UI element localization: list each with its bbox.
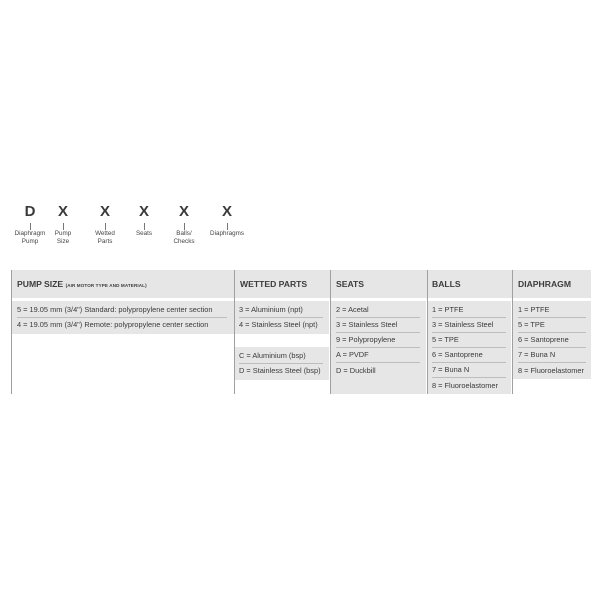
- code-tick: [63, 223, 64, 230]
- seats-option: 9 = Polypropylene: [336, 335, 420, 348]
- header-pump-size-note: (AIR MOTOR TYPE AND MATERIAL): [65, 283, 147, 288]
- code-letter-type: D: [24, 203, 36, 220]
- balls-option: 8 = Fluoroelastomer: [432, 381, 498, 390]
- header-seats: SEATS: [336, 279, 365, 289]
- seats-option: D = Duckbill: [336, 366, 376, 375]
- seats-option: 2 = Acetal: [336, 305, 420, 318]
- diaphragm-option: 5 = TPE: [518, 320, 586, 333]
- seats-option: 3 = Stainless Steel: [336, 320, 420, 333]
- wetted-parts-option: 4 = Stainless Steel (npt): [239, 320, 318, 329]
- seats-option: A = PVDF: [336, 350, 420, 363]
- balls-option: 7 = Buna N: [432, 365, 506, 378]
- balls-option: 1 = PTFE: [432, 305, 506, 318]
- header-pump-size: PUMP SIZE (AIR MOTOR TYPE AND MATERIAL): [17, 279, 147, 289]
- diaphragm-option: 1 = PTFE: [518, 305, 586, 318]
- wetted-parts-option: D = Stainless Steel (bsp): [239, 366, 321, 375]
- code-tick: [30, 223, 31, 230]
- code-tick: [184, 223, 185, 230]
- balls-option: 6 = Santoprene: [432, 350, 506, 363]
- code-label-seats: Seats: [135, 230, 153, 237]
- code-letter-wetted-parts: X: [99, 203, 110, 220]
- column-divider: [11, 270, 12, 394]
- header-balls: BALLS: [432, 279, 461, 289]
- code-label-wetted-parts: Wetted Parts: [95, 230, 115, 245]
- pump-size-option: 4 = 19.05 mm (3/4") Remote: polypropylene center section: [17, 320, 209, 329]
- wetted-parts-option: C = Aluminium (bsp): [239, 351, 323, 364]
- code-label-balls: Balls/ Checks: [173, 230, 195, 245]
- diaphragm-option: 8 = Fluoroelastomer: [518, 366, 584, 375]
- wetted-parts-option: 3 = Aluminium (npt): [239, 305, 323, 318]
- code-letter-pump-size: X: [57, 203, 68, 220]
- diaphragm-option: 7 = Buna N: [518, 350, 586, 363]
- code-letter-balls: X: [178, 203, 189, 220]
- pump-size-option: 5 = 19.05 mm (3/4") Standard: polypropylene center section: [17, 305, 227, 318]
- header-diaphragm: DIAPHRAGM: [518, 279, 571, 289]
- code-tick: [144, 223, 145, 230]
- code-letter-seats: X: [138, 203, 149, 220]
- column-divider: [330, 270, 331, 394]
- balls-option: 3 = Stainless Steel: [432, 320, 506, 333]
- code-tick: [227, 223, 228, 230]
- code-label-type: Diaphragm Pump: [14, 230, 46, 245]
- balls-option: 5 = TPE: [432, 335, 506, 348]
- header-wetted-parts: WETTED PARTS: [240, 279, 308, 289]
- diaphragm-option: 6 = Santoprene: [518, 335, 586, 348]
- column-divider: [512, 270, 513, 394]
- code-tick: [105, 223, 106, 230]
- code-letter-diaphragms: X: [221, 203, 232, 220]
- column-divider: [427, 270, 428, 394]
- column-divider: [234, 270, 235, 394]
- code-label-diaphragms: Diaphragms: [210, 230, 244, 237]
- code-label-pump-size: Pump Size: [54, 230, 72, 245]
